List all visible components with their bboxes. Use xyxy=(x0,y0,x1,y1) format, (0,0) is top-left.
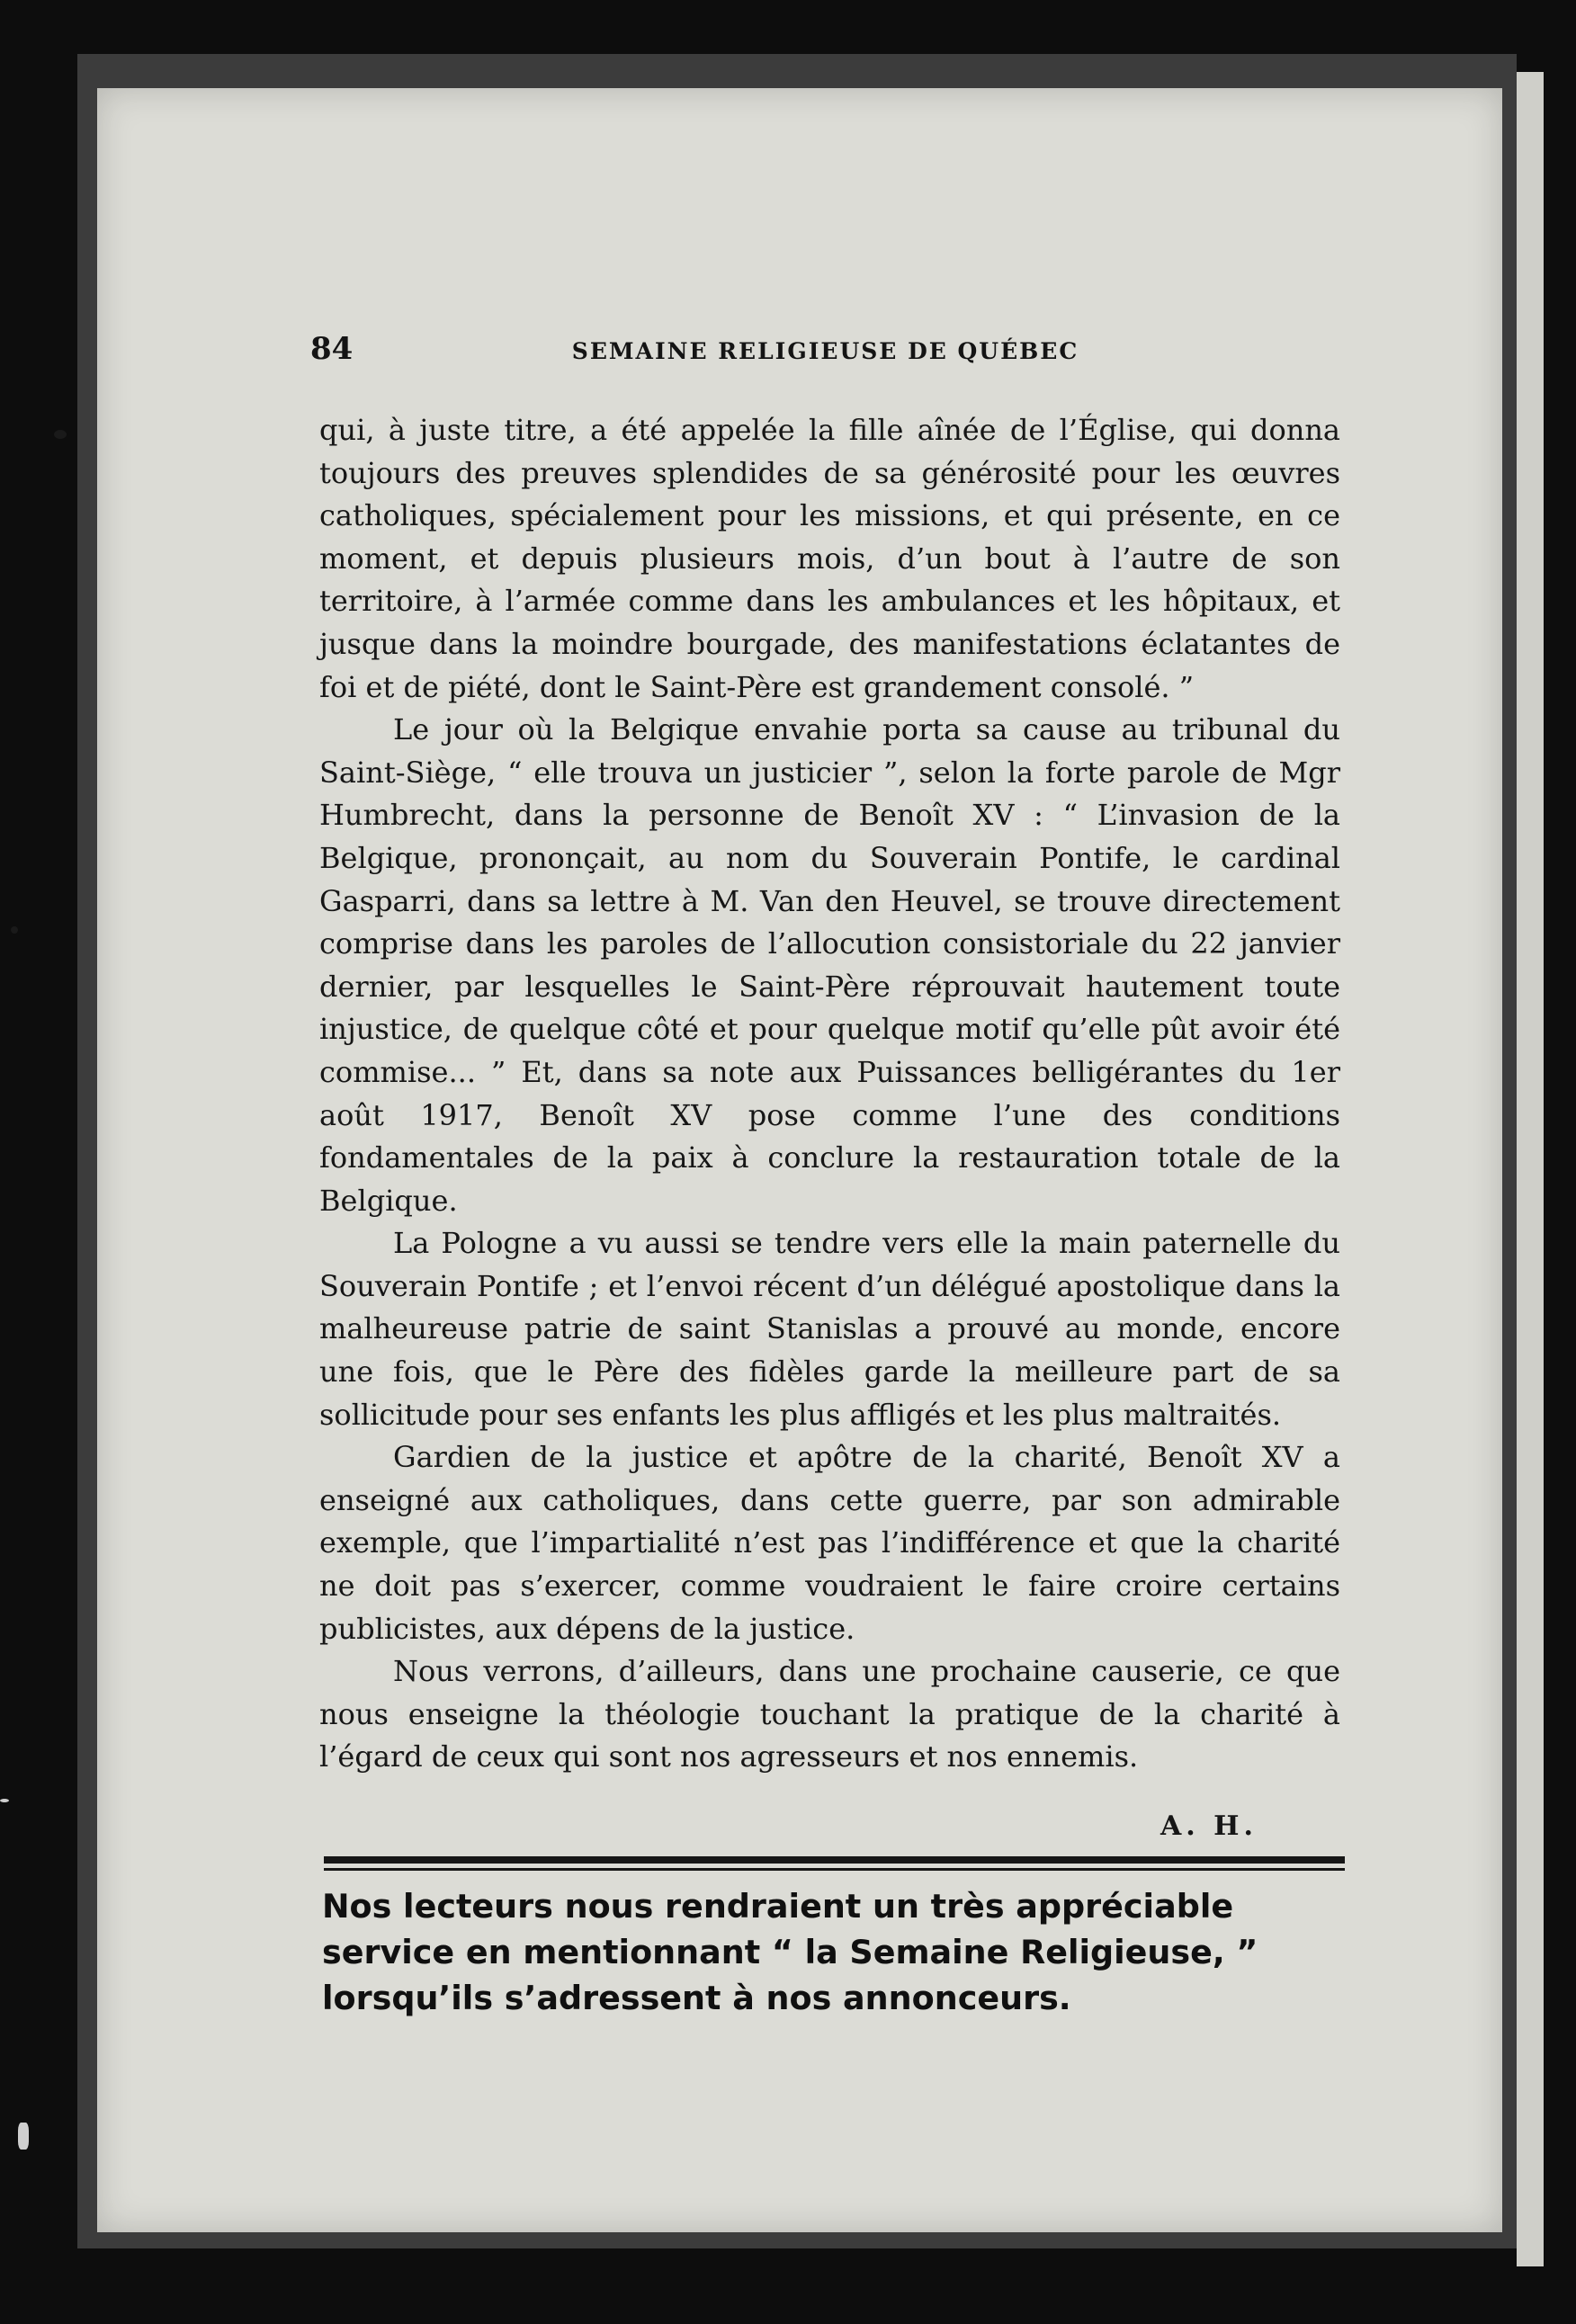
scan-speck xyxy=(18,2123,29,2150)
adjacent-page-edge xyxy=(1517,72,1544,2266)
paragraph-1: qui, à juste titre, a été appelée la fille aînée de l’Église, qui donna toujours des preuves splendides de sa générosité pour les œuvres catholiques, spécialement pour les missions, et qui présente, en ce moment, et depuis plusieurs mois, d’un bout à l’autre de son territoire, à l’armée comme dans les ambulances et les hôpitaux, et jusque dans la moindre bourgade, des manifestations éclatantes de foi et de piété, dont le Saint-Père est grandement consolé. ” xyxy=(319,413,1340,704)
page-number: 84 xyxy=(310,331,354,367)
scan-speck xyxy=(0,1799,9,1802)
paragraph-3: La Pologne a vu aussi se tendre vers elle la main paternelle du Souverain Pontife ; et l’envoi récent d’un délégué apostolique dans la malheureuse patrie de saint Stanislas a prouvé au monde, encore une fois, que le Père des fidèles garde la meilleure part de sa sollicitude pour ses enfants les plus affligés et les plus maltraités. xyxy=(319,1226,1340,1432)
paragraph-4: Gardien de la justice et apôtre de la charité, Benoît XV a enseigné aux catholiques, dans cette guerre, par son admirable exemple, que l’impartialité n’est pas l’indifférence et que la charité ne doit pas s’exercer, comme voudraient le faire croire certains publicistes, aux dépens de la justice. xyxy=(319,1440,1340,1646)
scan-speck xyxy=(11,926,18,934)
article-body xyxy=(319,409,1340,1779)
author-signature: A. H. xyxy=(1160,1810,1258,1842)
notice-line: service en mentionnant “ la Semaine Religieuse, ” xyxy=(322,1933,1258,1971)
notice-line: lorsqu’ils s’adressent à nos annonceurs. xyxy=(322,1979,1071,2017)
separator-rule-thick xyxy=(324,1856,1345,1864)
scan-speck xyxy=(54,430,67,439)
paragraph-5: Nous verrons, d’ailleurs, dans une prochaine causerie, ce que nous enseigne la théologie touchant la pratique de la charité à l’égard de ceux qui sont nos agresseurs et nos ennemis. xyxy=(319,1654,1340,1774)
running-title: SEMAINE RELIGIEUSE DE QUÉBEC xyxy=(571,338,1079,364)
separator-rule-thin xyxy=(324,1868,1345,1871)
notice-line: Nos lecteurs nous rendraient un très appréciable xyxy=(322,1887,1234,1926)
advertiser-notice xyxy=(322,1883,1349,2021)
paragraph-2: Le jour où la Belgique envahie porta sa cause au tribunal du Saint-Siège, “ elle trouva un justicier ”, selon la forte parole de Mgr Humbrecht, dans la personne de Benoît XV : “ L’invasion de la Belgique, prononçait, au nom du Souverain Pontife, le cardinal Gasparri, dans sa lettre à M. Van den Heuvel, se trouve directement comprise dans les paroles de l’allocution consistoriale du 22 janvier dernier, par lesquelles le Saint-Père réprouvait hautement toute injustice, de quelque côté et pour quelque motif qu’elle pût avoir été commise... ” Et, dans sa note aux Puissances belligérantes du 1er août 1917, Benoît XV pose comme l’une des conditions fondamentales de la paix à conclure la restauration totale de la Belgique. xyxy=(319,712,1340,1218)
page-header xyxy=(310,331,1340,376)
